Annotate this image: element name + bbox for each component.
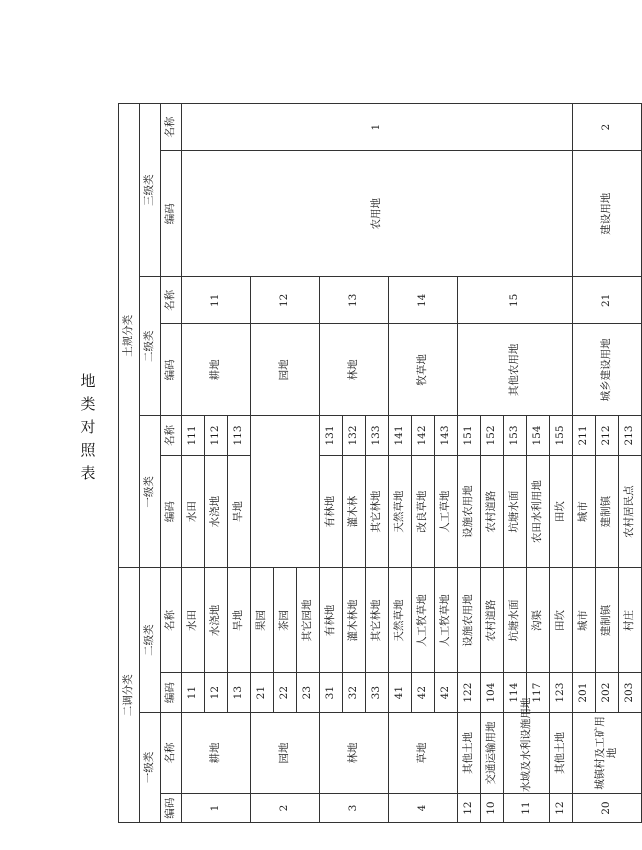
right-l3-code: 2 — [573, 104, 642, 151]
right-l1-name: 城市 — [573, 455, 596, 568]
right-l2-name: 园地 — [251, 324, 320, 416]
col-header-code: 编码 — [161, 455, 182, 568]
left-l2-name: 水浇地 — [205, 568, 228, 673]
left-l2-name: 城市 — [573, 568, 596, 673]
left-l2-code: 123 — [550, 673, 573, 712]
left-l2-code: 13 — [228, 673, 251, 712]
left-l1-name: 城镇村及工矿用地 — [573, 712, 642, 793]
right-l3-name: 农用地 — [182, 151, 573, 277]
left-l1-name: 水域及水利设施用地 — [504, 712, 550, 793]
left-section-header: 二调分类 — [119, 568, 140, 823]
left-l1-code: 20 — [573, 794, 642, 823]
right-l1-code: 113 — [228, 416, 251, 455]
left-l2-name: 人工牧草地 — [412, 568, 435, 673]
right-l1-name: 农村居民点 — [619, 455, 642, 568]
right-l2-code: 13 — [320, 277, 389, 324]
right-l2-name: 牧草地 — [389, 324, 458, 416]
right-l1-code: 152 — [481, 416, 504, 455]
left-l2-name: 茶园 — [274, 568, 297, 673]
right-l1-code: 142 — [412, 416, 435, 455]
left-l2-name: 旱地 — [228, 568, 251, 673]
left-l2-code: 41 — [389, 673, 412, 712]
left-l2-name: 设施农用地 — [458, 568, 481, 673]
left-l2-name: 沟渠 — [527, 568, 550, 673]
right-l1-code: 212 — [596, 416, 619, 455]
right-l1-name: 其它林地 — [366, 455, 389, 568]
right-l2-code: 11 — [182, 277, 251, 324]
right-l1-code: 141 — [389, 416, 412, 455]
left-l2-name: 坑塘水面 — [504, 568, 527, 673]
right-l1-empty — [251, 416, 320, 568]
right-l2-code: 15 — [458, 277, 573, 324]
left-l2-name: 村庄 — [619, 568, 642, 673]
right-level1-header: 一级类 — [140, 416, 161, 568]
right-level3-header: 三级类 — [140, 104, 161, 277]
left-l1-code: 4 — [389, 794, 458, 823]
right-l1-name: 水浇地 — [205, 455, 228, 568]
left-l2-code: 33 — [366, 673, 389, 712]
col-header-code: 编码 — [161, 794, 182, 823]
left-l1-code: 10 — [481, 794, 504, 823]
right-l1-code: 111 — [182, 416, 205, 455]
left-l1-code: 12 — [458, 794, 481, 823]
col-header-name: 名称 — [161, 712, 182, 793]
left-l2-name: 天然草地 — [389, 568, 412, 673]
right-l1-name: 设施农用地 — [458, 455, 481, 568]
left-l2-code: 42 — [435, 673, 458, 712]
right-l2-name: 耕地 — [182, 324, 251, 416]
right-l3-name: 建设用地 — [573, 151, 642, 277]
left-level1-header: 一级类 — [140, 712, 161, 822]
left-l2-code: 201 — [573, 673, 596, 712]
left-l2-name: 灌木林地 — [343, 568, 366, 673]
left-l1-name: 其他土地 — [458, 712, 481, 793]
left-l2-name: 农村道路 — [481, 568, 504, 673]
left-l2-code: 203 — [619, 673, 642, 712]
right-l2-name: 其他农用地 — [458, 324, 573, 416]
page-title: 地类对照表 — [78, 372, 97, 488]
left-l1-name: 林地 — [320, 712, 389, 793]
left-l1-name: 交通运输用地 — [481, 712, 504, 793]
left-l1-name: 耕地 — [182, 712, 251, 793]
col-header-name: 名称 — [161, 104, 182, 151]
col-header-code: 编码 — [161, 324, 182, 416]
left-l2-code: 114 — [504, 673, 527, 712]
left-level2-header: 二级类 — [140, 568, 161, 712]
left-l2-code: 117 — [527, 673, 550, 712]
right-l1-code: 153 — [504, 416, 527, 455]
left-l1-name: 其他土地 — [550, 712, 573, 793]
left-l2-code: 23 — [297, 673, 320, 712]
col-header-code: 编码 — [161, 151, 182, 277]
col-header-name: 名称 — [161, 416, 182, 455]
land-type-comparison-table — [118, 103, 642, 823]
right-l1-code: 151 — [458, 416, 481, 455]
left-l2-code: 42 — [412, 673, 435, 712]
right-l1-code: 211 — [573, 416, 596, 455]
right-l1-name: 水田 — [182, 455, 205, 568]
left-l2-code: 12 — [205, 673, 228, 712]
rotated-table-wrapper — [118, 103, 636, 823]
right-l1-name: 农村道路 — [481, 455, 504, 568]
right-l1-name: 灌木林 — [343, 455, 366, 568]
right-l1-name: 建制镇 — [596, 455, 619, 568]
right-l1-name: 人工草地 — [435, 455, 458, 568]
left-l2-name: 田坎 — [550, 568, 573, 673]
col-header-name: 名称 — [161, 568, 182, 673]
right-l1-code: 133 — [366, 416, 389, 455]
left-l2-name: 其它林地 — [366, 568, 389, 673]
left-l2-code: 32 — [343, 673, 366, 712]
left-l1-code: 3 — [320, 794, 389, 823]
left-l2-code: 202 — [596, 673, 619, 712]
left-l2-name: 其它园地 — [297, 568, 320, 673]
right-l1-name: 有林地 — [320, 455, 343, 568]
right-l2-name: 城乡建设用地 — [573, 324, 642, 416]
left-l1-code: 2 — [251, 794, 320, 823]
left-l2-code: 21 — [251, 673, 274, 712]
right-l1-name: 天然草地 — [389, 455, 412, 568]
right-l3-code: 1 — [182, 104, 573, 151]
left-l2-code: 11 — [182, 673, 205, 712]
left-l2-name: 果园 — [251, 568, 274, 673]
right-l1-code: 132 — [343, 416, 366, 455]
right-l2-name: 林地 — [320, 324, 389, 416]
right-l2-code: 21 — [573, 277, 642, 324]
right-l2-code: 12 — [251, 277, 320, 324]
right-l1-code: 154 — [527, 416, 550, 455]
left-l2-code: 22 — [274, 673, 297, 712]
right-level2-header: 二级类 — [140, 277, 161, 416]
right-l1-name: 旱地 — [228, 455, 251, 568]
left-l1-code: 12 — [550, 794, 573, 823]
right-l1-name: 坑塘水面 — [504, 455, 527, 568]
left-l2-name: 水田 — [182, 568, 205, 673]
left-l2-code: 122 — [458, 673, 481, 712]
left-l1-name: 草地 — [389, 712, 458, 793]
left-l1-name: 园地 — [251, 712, 320, 793]
left-l2-code: 31 — [320, 673, 343, 712]
right-l1-name: 农田水利用地 — [527, 455, 550, 568]
left-l2-name: 有林地 — [320, 568, 343, 673]
right-l1-name: 改良草地 — [412, 455, 435, 568]
left-l1-code: 1 — [182, 794, 251, 823]
right-l1-code: 155 — [550, 416, 573, 455]
right-l1-name: 田坎 — [550, 455, 573, 568]
right-section-header: 土规分类 — [119, 104, 140, 568]
col-header-name: 名称 — [161, 277, 182, 324]
col-header-code: 编码 — [161, 673, 182, 712]
right-l1-code: 213 — [619, 416, 642, 455]
right-l1-code: 131 — [320, 416, 343, 455]
left-l2-code: 104 — [481, 673, 504, 712]
left-l2-name: 建制镇 — [596, 568, 619, 673]
right-l2-code: 14 — [389, 277, 458, 324]
left-l2-name: 人工牧草地 — [435, 568, 458, 673]
right-l1-code: 143 — [435, 416, 458, 455]
right-l1-code: 112 — [205, 416, 228, 455]
left-l1-code: 11 — [504, 794, 550, 823]
